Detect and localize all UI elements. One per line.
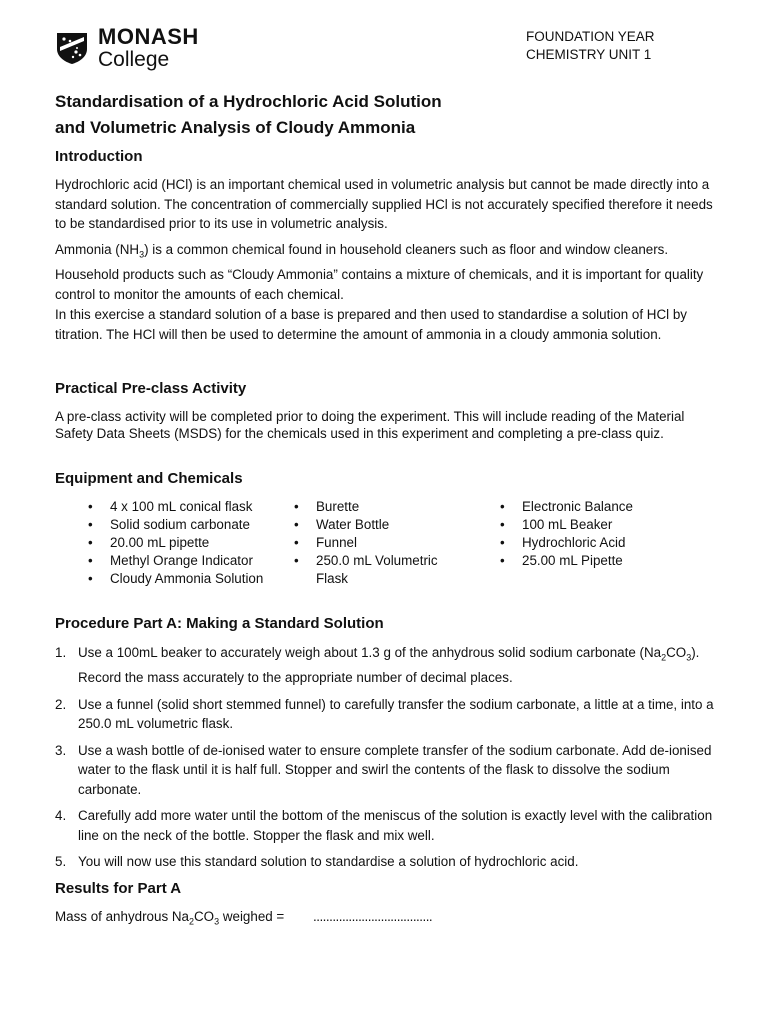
equipment-list-1 (88, 498, 278, 588)
step1-text-c: ). Record the mass accurately to the appropriate number of decimal places. (78, 645, 700, 686)
step-number: 5. (55, 854, 67, 870)
list-item: • Electronic Balance (500, 498, 700, 516)
list-item: • Funnel (294, 534, 459, 552)
procedure-step-3 (55, 741, 720, 800)
step1-text-b: CO (666, 645, 687, 660)
brand-subname: College (98, 48, 170, 71)
results-heading: Results for Part A (55, 880, 182, 897)
step5-text: You will now use this standard solution to standardise a solution of hydrochloric acid. (78, 854, 579, 870)
title-line-2: and Volumetric Analysis of Cloudy Ammonia (55, 118, 416, 137)
procedure-step-4 (55, 806, 720, 845)
course-line-2: CHEMISTRY UNIT 1 (526, 47, 652, 62)
crest-icon (54, 31, 90, 65)
step1-text-a: Use a 100mL beaker to accurately weigh about 1.3 g of the anhydrous solid sodium carbonate (Na (78, 645, 662, 660)
procedure-heading: Procedure Part A: Making a Standard Solution (55, 615, 384, 632)
list-item: • 100 mL Beaker (500, 516, 700, 534)
course-line-1: FOUNDATION YEAR (526, 29, 655, 44)
course-unit (526, 28, 655, 64)
equipment-list-2 (294, 498, 459, 588)
intro-paragraph-3: In this exercise a standard solution of a base is prepared and then used to standardise a solution of HCl by titration. The HCl will then be used to determine the amount of ammonia in a cloudy ammonia solution. (55, 307, 687, 342)
mass-subscript-2: 3 (214, 916, 220, 927)
step2-text: Use a funnel (solid short stemmed funnel) to carefully transfer the sodium carbonate, a little at a time, into a 250.0 mL volumetric flask. (78, 696, 714, 732)
intro-p2-subscript: 3 (139, 249, 145, 260)
preclass-heading: Practical Pre-class Activity (55, 380, 247, 397)
list-item: • Methyl Orange Indicator (88, 552, 278, 570)
list-item: • 20.00 mL pipette (88, 534, 278, 552)
procedure-step-2 (55, 695, 720, 734)
step3-text: Use a wash bottle of de-ionised water to ensure complete transfer of the sodium carbonate. Add de-ionised water to the flask until it is half full. Stopper and swirl the contents of the flask to dissolve the sodium carbonate. (78, 742, 712, 797)
list-item: • Burette (294, 498, 459, 516)
mass-text-c: weighed = (219, 909, 285, 924)
equipment-list-3 (500, 498, 700, 570)
mass-subscript-1: 2 (188, 916, 194, 927)
intro-paragraph-2 (55, 240, 715, 304)
intro-paragraph-1: Hydrochloric acid (HCl) is an important chemical used in volumetric analysis but cannot be made directly into a standard solution. The concentration of commercially supplied HCl is not accurately specified therefore it needs to be standardised prior to its use in volumetric analysis. (55, 177, 713, 231)
list-item: • Cloudy Ammonia Solution (88, 570, 278, 588)
procedure-step-5 (55, 852, 720, 872)
mass-text-a: Mass of anhydrous Na (55, 909, 189, 924)
title-line-1: Standardisation of a Hydrochloric Acid Solution (55, 92, 442, 111)
step-number: 1. (55, 645, 67, 660)
preclass-text: A pre-class activity will be completed prior to doing the experiment. This will include reading of the Material Safety Data Sheets (MSDS) for the chemicals used in this experiment and completing a pre-class quiz. (55, 409, 685, 441)
step1-subscript-1: 2 (661, 652, 667, 663)
list-item: • 25.00 mL Pipette (500, 552, 700, 570)
step-number: 2. (55, 696, 67, 712)
list-item: • 4 x 100 mL conical flask (88, 498, 278, 516)
step4-text: Carefully add more water until the bottom of the meniscus of the solution is exactly level with the calibration line on the neck of the bottle. Stopper the flask and mix well. (78, 808, 713, 843)
intro-p2-text-a: Ammonia (NH (55, 242, 140, 257)
brand-name: MONASH (98, 24, 199, 49)
document-title (55, 89, 715, 141)
list-item: • Solid sodium carbonate (88, 516, 278, 534)
list-item: • 250.0 mL Volumetric Flask (294, 552, 459, 588)
step-number: 4. (55, 808, 67, 824)
list-item: • Hydrochloric Acid (500, 534, 700, 552)
step-number: 3. (55, 742, 67, 758)
introduction-heading: Introduction (55, 148, 143, 165)
mass-label (55, 909, 284, 927)
procedure-step-1 (55, 643, 720, 688)
intro-p2-text-b: ) is a common chemical found in household cleaners such as floor and window cleaners. Household products such as “Cloudy Ammonia” contains a mixture of chemicals, and it is important for quality control to monitor the amounts of each chemical. (55, 242, 704, 302)
procedure-steps (55, 643, 720, 879)
equipment-heading: Equipment and Chemicals (55, 470, 243, 487)
list-item: • Water Bottle (294, 516, 459, 534)
step1-subscript-2: 3 (686, 652, 692, 663)
monash-college-logo (54, 26, 199, 70)
mass-answer-blank[interactable]: ..................................... (313, 909, 433, 924)
mass-text-b: CO (194, 909, 215, 924)
